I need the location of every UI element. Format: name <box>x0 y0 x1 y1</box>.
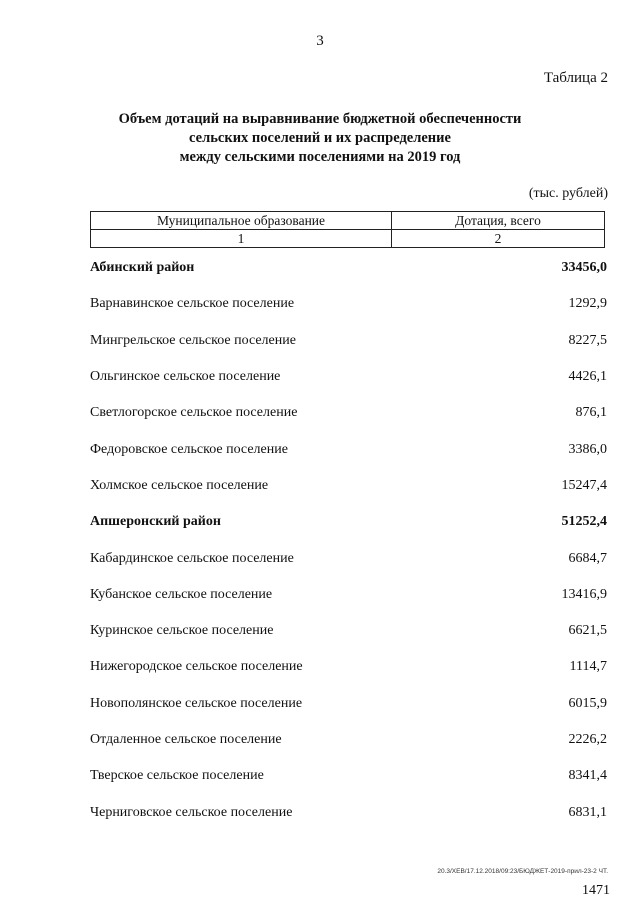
table-row <box>90 794 607 830</box>
title-line-3: между сельскими поселениями на 2019 год <box>179 149 461 165</box>
row-value: 33456,0 <box>561 260 607 276</box>
table-row <box>90 540 607 576</box>
table-header <box>90 211 605 248</box>
row-value: 6621,5 <box>568 623 607 639</box>
row-name: Варнавинское сельское поселение <box>90 296 295 312</box>
row-value: 13416,9 <box>561 586 607 602</box>
document-title <box>0 110 640 167</box>
table-row <box>90 359 607 395</box>
row-name: Нижегородское сельское поселение <box>90 659 303 675</box>
table-row <box>90 686 607 722</box>
header-subsidy: Дотация, всего <box>455 213 541 228</box>
table-label: Таблица 2 <box>543 70 608 86</box>
units-label: (тыс. рублей) <box>528 186 608 201</box>
row-value: 3386,0 <box>568 441 607 457</box>
header-row <box>91 212 604 229</box>
table-row <box>90 395 607 431</box>
district-row <box>90 250 607 286</box>
row-value: 876,1 <box>575 405 607 421</box>
row-value: 15247,4 <box>561 477 607 493</box>
row-name: Ольгинское сельское поселение <box>90 369 281 385</box>
row-name: Мингрельское сельское поселение <box>90 332 296 348</box>
column-number-1: 1 <box>91 230 392 247</box>
row-name: Холмское сельское поселение <box>90 477 269 493</box>
row-value: 2226,2 <box>568 732 607 747</box>
page-number: 3 <box>316 33 324 49</box>
page-stamp: 1471 <box>582 883 610 898</box>
row-value: 6684,7 <box>568 550 607 566</box>
row-value: 6015,9 <box>568 695 607 711</box>
table-row <box>90 649 607 685</box>
row-name: Новополянское сельское поселение <box>90 695 303 711</box>
table-row <box>90 577 607 613</box>
footer-code: 20.3/ХЕВ/17.12.2018/09:23/БЮДЖЕТ-2019-прил-23-2 ЧТ. <box>437 868 608 875</box>
row-name: Абинский район <box>90 260 195 276</box>
row-name: Федоровское сельское поселение <box>90 441 288 457</box>
column-number-2: 2 <box>494 231 502 246</box>
table-row <box>90 323 607 359</box>
row-name: Черниговское сельское поселение <box>90 804 293 820</box>
column-number-row <box>91 229 604 247</box>
row-value: 4426,1 <box>568 369 607 385</box>
table-row <box>90 722 607 758</box>
table-row <box>90 758 607 794</box>
row-value: 51252,4 <box>561 514 607 530</box>
header-municipality: Муниципальное образование <box>91 212 392 229</box>
table-row <box>90 468 607 504</box>
row-value: 8227,5 <box>568 332 607 348</box>
table-body <box>90 250 607 831</box>
row-name: Тверское сельское поселение <box>90 768 264 784</box>
row-name: Светлогорское сельское поселение <box>90 405 298 421</box>
row-value: 8341,4 <box>568 768 607 784</box>
title-line-1: Объем дотаций на выравнивание бюджетной обеспеченности <box>118 111 522 127</box>
table-row <box>90 286 607 322</box>
row-name: Кубанское сельское поселение <box>90 586 273 602</box>
row-name: Куринское сельское поселение <box>90 623 274 639</box>
row-value: 1292,9 <box>568 296 607 312</box>
row-value: 6831,1 <box>568 804 607 820</box>
row-name: Отдаленное сельское поселение <box>90 732 282 747</box>
table-row <box>90 613 607 649</box>
row-value: 1114,7 <box>569 659 607 675</box>
district-row <box>90 504 607 540</box>
row-name: Апшеронский район <box>90 514 221 530</box>
title-line-2: сельских поселений и их распределение <box>189 130 451 146</box>
row-name: Кабардинское сельское поселение <box>90 550 294 566</box>
table-row <box>90 431 607 467</box>
